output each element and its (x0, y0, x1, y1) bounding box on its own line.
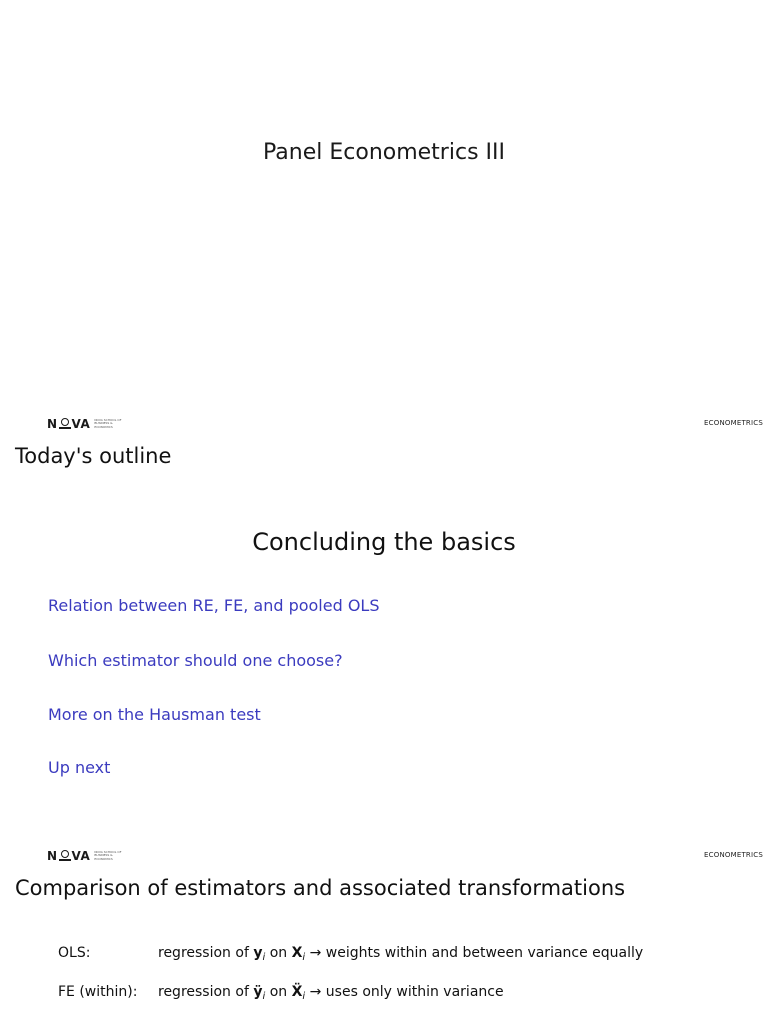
toc-item-which-estimator[interactable]: Which estimator should one choose? (48, 651, 343, 670)
section-title: Concluding the basics (252, 528, 516, 556)
frame-title-outline: Today's outline (15, 444, 172, 468)
estimator-description: regression of $ÿ_i$ on Ẍ$_i$ → uses only within variance (158, 984, 504, 1002)
header-label: ECONOMETRICS (704, 419, 763, 427)
estimator-label: FE (within): (58, 984, 138, 1000)
logo-subtitle: NOVA SCHOOL OF BUSINESS & ECONOMICS (94, 417, 122, 429)
frame-title-comparison: Comparison of estimators and associated transformations (15, 876, 626, 900)
slide-header (0, 847, 768, 869)
presentation-title: Panel Econometrics III (263, 140, 505, 165)
title-slide (0, 0, 768, 410)
toc-item-relation[interactable]: Relation between RE, FE, and pooled OLS (48, 596, 380, 615)
estimator-description: regression of $y_i$ on $X_i$ → weights within and between variance equally (158, 945, 644, 963)
toc-item-hausman[interactable]: More on the Hausman test (48, 705, 261, 724)
nova-logo: N VA NOVA SCHOOL OF BUSINESS & ECONOMICS (47, 415, 130, 433)
logo-subtitle: NOVA SCHOOL OF BUSINESS & ECONOMICS (94, 849, 122, 861)
header-label: ECONOMETRICS (704, 851, 763, 859)
toc-item-up-next[interactable]: Up next (48, 758, 111, 777)
slide-header (0, 415, 768, 437)
nova-logo: N VA NOVA SCHOOL OF BUSINESS & ECONOMICS (47, 847, 130, 865)
estimator-label: OLS: (58, 945, 91, 961)
